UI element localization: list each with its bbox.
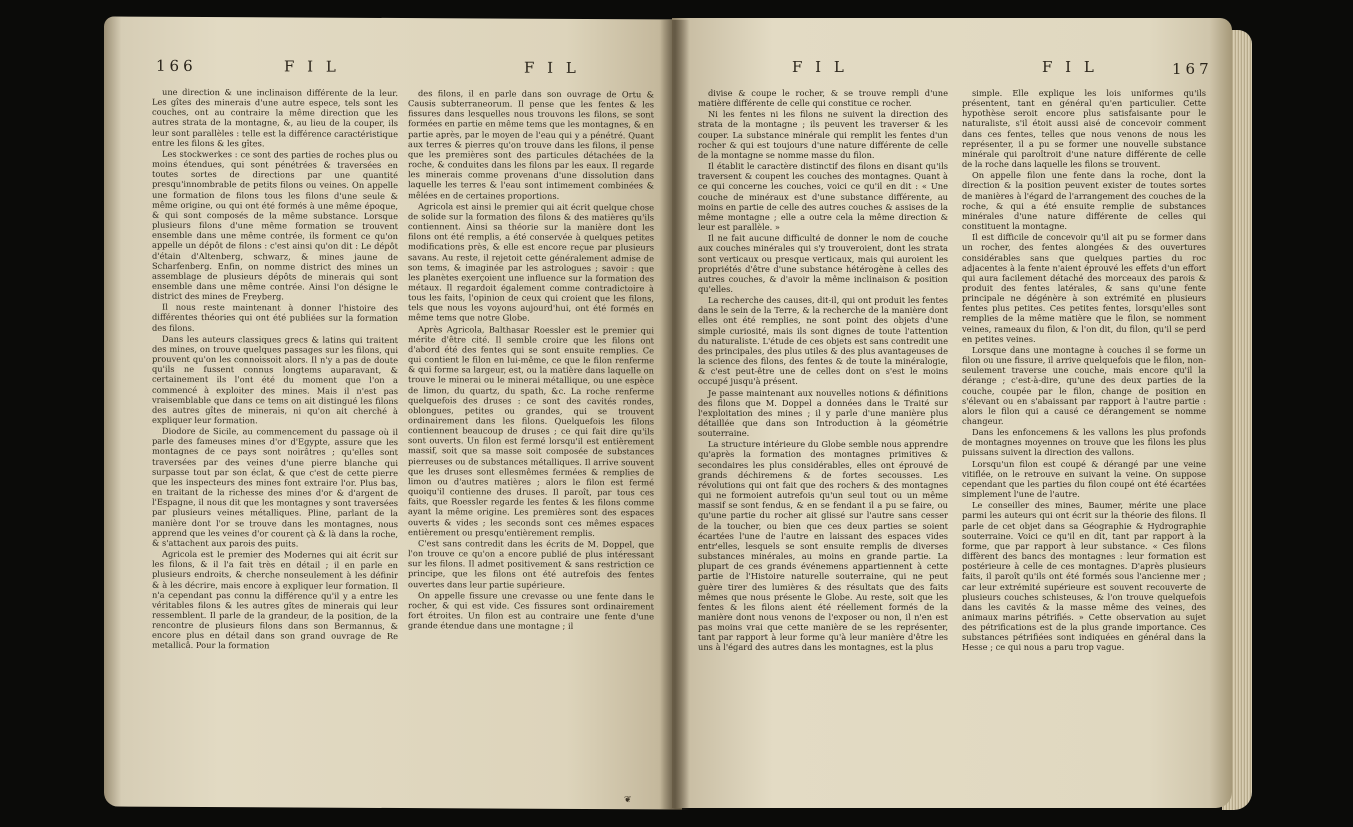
paragraph: Ni les fentes ni les filons ne suivent la direction des strata de la montagne ; ils peuvent les traverser & les couper. La substance minérale qui remplit les fentes d'un rocher & qui est toujours d'une nature différente de celle de la montagne se nomme masse du filon. [698,109,948,160]
running-head-left-1: F I L [284,57,340,76]
paragraph: Il est difficile de concevoir qu'il ait pu se former dans un rocher, des fentes alongées & des ouvertures considérables sans que quelques parties du roc adjacentes à la fente n'aient éprouvé les effets d'un effort qui aura facilement détaché des morceaux des parois & produit des fentes latérales, & sans qu'une fente principale ne dégénère à son extrémité en plusieurs fentes plus petites. Ces petites fentes, lorsqu'elles sont remplies de la même matière que le filon, se nomment veines, rameaux du filon, & l'on dit, du filon, qu'il se perd en petites veines. [962,232,1206,344]
paragraph: Je passe maintenant aux nouvelles notions & définitions des filons que M. Doppel a données dans le Traité sur l'exploitation des mines ; il y parle d'une manière plus détaillée que dans son Introduction à la géométrie souterraine. [698,387,948,439]
book-gutter-shadow [660,20,690,810]
right-column-1 [698,88,948,654]
running-head-right-2: F I L [1042,58,1098,76]
paragraph: Diodore de Sicile, au commencement du passage où il parle des fameuses mines d'or d'Egypte, assure que les montagnes de ce pays sont noirâtres ; qu'elles sont traversées par des veines d'une pierre blanche qui surpasse tout par son éclat, & que c'est de cette pierre que les inspecteurs des mines font extraire l'or. Plus bas, en traitant de la richesse des mines d'or & d'argent de l'Espagne, il nous dit que les montagnes y sont traversées par plusieurs veines métalliques. Pline, parlant de la manière dont l'or se trouve dans les montagnes, nous apprend que les veines d'or courent çà & là dans la roche, & s'attachent aux parois des puits. [152,425,398,549]
paragraph: La recherche des causes, dit-il, qui ont produit les fentes dans le sein de la Terre, & la recherche de la manière dont elles ont été remplies, ne sont point des objets d'une simple curiosité, mais ils sont dignes de toute l'attention du naturaliste. L'étude de ces objets est sans contredit une des principales, des plus utiles & des plus avantageuses de la science des filons, des fentes & de toute la minéralogie, & c'est peut-être une de celles dont on s'est le moins occupé jusqu'à présent. [698,295,948,387]
paragraph: simple. Elle explique les lois uniformes qu'ils présentent, tant en général qu'en particulier. Cette hypothèse seroit encore plus satisfaisante pour le naturaliste, s'il étoit aussi aisé de concevoir comment dans ces fentes, telles que nous venons de nous les représenter, il a pu se former une nouvelle substance minérale qui paroîtroit d'une nature différente de celle de la roche dans laquelle les filons se trouvent. [962,88,1206,170]
paragraph: Il établit le caractère distinctif des filons en disant qu'ils traversent & coupent les couches des montagnes. Quant à ce qui concerne les couches, voici ce qu'il en dit : « Une couche de minéraux est d'une substance différente, au moins en partie de celle des autres couches & assises de la même montagne ; elle a outre cela la même direction & leur est parallèle. » [698,161,948,233]
paragraph: On appelle fissure une crevasse ou une fente dans le rocher, & qui est vide. Ces fissures sont ordinairement fort étroites. Un filon est au contraire une fente d'une grande étendue dans une montagne ; il [408,589,654,632]
running-head-right-1: F I L [792,58,848,76]
paragraph: Il ne fait aucune difficulté de donner le nom de couche aux couches minérales qui s'y trouveroient, dont les strata sont verticaux ou presque verticaux, mais qui auroient les propriétés d'être d'une substance hétérogène à celles des autres couches, & d'avoir la même inclinaison & position qu'elles. [698,233,948,294]
paragraph: La structure intérieure du Globe semble nous apprendre qu'après la formation des montagnes primitives & secondaires les plus considérables, elles ont éprouvé de grands déchiremens & de fortes secousses. Les révolutions qui ont fait que des rochers & des montagnes qui ne formoient autrefois qu'un seul tout ou un même massif se sont fendus, & en se fendant il a pu se faire, ou qu'une partie du rocher ait glissé sur l'autre sans cesser de la toucher, ou bien que ces deux parties se soient écartées l'une de l'autre en laissant des espaces vides entr'elles, lesquels se sont ensuite remplis de diverses substances minérales, au moins en grande partie. La plupart de ces grands événemens appartiennent à cette partie de l'Histoire naturelle souterraine, qui ne peut guère tirer des lumières & des résultats que des faits mêmes que nous présente le Globe. Au reste, soit que les fentes & les filons aient été réellement formés de la manière dont nous venons de l'exposer ou non, il n'en est pas moins vrai que cette manière de se les représenter, tant par rapport à leur forme qu'à leur manière d'être les uns à l'égard des autres dans les montagnes, est la plus [698,439,948,653]
paragraph: Le conseiller des mines, Baumer, mérite une place parmi les auteurs qui ont écrit sur la théorie des filons. Il parle de cet objet dans sa Géographie & Hydrographie souterraine. Voici ce qu'il en dit, tant par rapport à la forme, que par rapport à leur substance. « Ces filons diffèrent des bancs des montagnes : leur formation est postérieure à celle de ces montagnes. D'après plusieurs faits, il paroît qu'ils ont été formés sous l'ancienne mer ; car leur extrémité supérieure est souvent recouverte de plusieurs couches schisteuses, & l'on trouve quelquefois dans les cavités & la masse même des veines, des animaux marins pétrifiés. » Cette observation au sujet des pétrifications est de la plus grande importance. Ces substances pétrifiées sont indiquées en général dans la Hesse ; ce qui nous a paru trop vague. [962,500,1206,653]
paragraph: Après Agricola, Balthasar Roessler est le premier qui mérite d'être cité. Il semble croire que les filons ont d'abord été des fentes qui se sont ensuite remplies. Ce qui contient le filon en lui-même, ce que le filon renferme & qui forme sa largeur, est, ou la matière dans laquelle on trouve le minerai ou le minerai métallique, ou une espèce de limon, du quartz, du spath, &c. La roche renferme quelquefois des druses : ce sont des cavités rondes, oblongues, petites ou grandes, qui se trouvent ordinairement dans les filons. Quelquefois les filons contiennent beaucoup de druses ; ce qui fait dire qu'ils sont ouverts. Un filon est fermé lorsqu'il est entièrement massif, soit que sa masse soit composée de substances pierreuses ou de substances métalliques. Il arrive souvent que les druses sont ellesmêmes fermées & remplies de limon ou d'autres matières ; alors le filon est fermé quoiqu'il contienne des druses. Il paroît, par tous ces faits, que Roessler regarde les fentes & les filons comme ayant la même origine. Les premières sont des espaces ouverts & vides ; les seconds sont ces mêmes espaces entièrement ou presqu'entièrement remplis. [408,323,654,538]
paragraph: On appelle filon une fente dans la roche, dont la direction & la position peuvent exister de toutes sortes de manières à l'égard de l'arrangement des couches de la roche, & qui a été ensuite remplie de substances minérales d'une nature différente de celles qui constituent la montagne. [962,170,1206,232]
right-page [672,18,1232,808]
paragraph: Agricola est ainsi le premier qui ait écrit quelque chose de solide sur la formation des filons & des matières qu'ils contiennent. Ainsi sa théorie sur la manière dont les filons ont été remplis, a été conservée à quelques petites modifications près, & elle est encore reçue par plusieurs savans. Au reste, il rejetoit cette généralement admise de son tems, & imaginée par les astrologues ; savoir : que les planètes exerçoient une influence sur la formation des métaux. Il regardoit également comme contradictoire à tous les faits, l'opinion de ceux qui croient que les filons, tels que nous les voyons aujourd'hui, ont été formés en même tems que notre Globe. [408,200,654,324]
paragraph: Les stockwerkes : ce sont des parties de roches plus ou moins étendues, qui sont pénétrées & traversées en toutes sortes de directions par une quantité presqu'innombrable de petits filons ou veines. On appelle une formation de filons tous les filons d'une seule & même origine, ou qui ont été formés à une même époque, & qui sont composés de la même substance. Lorsque plusieurs filons d'une même formation se trouvent ensemble dans une même contrée, ils forment ce qu'on appelle un dépôt de filons : c'est ainsi qu'on dit : Le dépôt d'étain d'Altenberg, schwarz, & mines jaune de Scharfenberg. Enfin, on nomme district des mines un assemblage de plusieurs dépôts de minerais qui sont ensemble dans une même contrée. Ainsi l'on désigne le district des mines de Freyberg. [152,148,398,302]
paragraph: Agricola est le premier des Modernes qui ait écrit sur les filons, & il l'a fait très en détail ; il en parle en plusieurs endroits, & cherche nonseulement à les définir & à les décrire, mais encore à expliquer leur formation. Il n'a cependant pas connu la différence qu'il y a entre les véritables filons & les autres gîtes de minerais qui leur ressemblent. Il parle de la grandeur, de la position, de la rencontre de plusieurs filons dans son Bermannus, & encore plus en détail dans son grand ouvrage de Re metallicâ. Pour la formation [152,548,398,651]
page-number-right: 167 [1172,60,1213,78]
paragraph: des filons, il en parle dans son ouvrage de Ortu & Causis subterraneorum. Il pense que les fentes & les fissures dans lesquelles nous trouvons les filons, se sont formées en partie en même tems que les montagnes, & en partie après, par le moyen de l'eau qui y a pénétré. Quant aux terres & pierres qu'on trouve dans les filons, il pense que les premières sont des particules détachées de la roche, & conduites dans les filons par les eaux. Il regarde les minerais comme provenans d'une dissolution dans laquelle les terres & l'eau sont intimement combinées & mêlées en de certaines proportions. [408,88,654,201]
paragraph: Dans les enfoncemens & les vallons les plus profonds de montagnes moyennes on trouve que les filons les plus puissans suivent la direction des vallons. [962,427,1206,458]
right-column-2 [962,88,1206,654]
left-column-2 [408,88,654,633]
paragraph: Dans les auteurs classiques grecs & latins qui traitent des mines, on trouve quelques passages sur les filons, qui prouvent qu'on les connoissoit alors. Il n'y a pas de doute qu'ils ne fussent connus longtems auparavant, & certainement ils l'ont été du moment que l'on a commencé à exploiter des mines. Mais il n'est pas vraisemblable que dans ce tems on ait distingué les filons des autres gîtes de minerais, ni qu'on ait cherché à expliquer leur formation. [152,333,398,426]
fleuron-ornament: ❦ [624,795,632,806]
paragraph: Lorsqu'un filon est coupé & dérangé par une veine vitiflée, on le retrouve en suivant la veine. On suppose cependant que les parties du filon coupé ont été écartées simplement l'une de l'autre. [962,458,1206,500]
left-page [104,16,682,809]
page-number-left: 166 [156,56,197,75]
paragraph: Lorsque dans une montagne à couches il se forme un filon ou une fissure, il arrive quelquefois que le filon, non-seulement traverse une couche, mais encore qu'il la dérange ; c'est-à-dire, qu'une des deux parties de la couche, coupée par le filon, change de position en s'élevant ou en s'abaissant par rapport à l'autre partie : alors le filon qui a causé ce dérangement se nomme changeur. [962,344,1206,426]
left-column-1 [152,87,398,653]
paragraph: Il nous reste maintenant à donner l'histoire des différentes théories qui ont été publiées sur la formation des filons. [152,302,398,333]
paragraph: divise & coupe le rocher, & se trouve rempli d'une matière différente de celle qui constitue ce rocher. [698,88,948,109]
running-head-left-2: F I L [524,58,580,77]
paragraph: une direction & une inclinaison différente de la leur. Les gîtes des minerais d'une autre espece, tels sont les couches, ont au contraire la même direction que les autres strata de la montagne, &, au lieu de la couper, ils leur sont parallèles : telle est la différence caractéristique entre les filons & les gîtes. [152,86,398,149]
paragraph: C'est sans contredit dans les écrits de M. Doppel, que l'on trouve ce qu'on a encore publié de plus intéressant sur les filons. Il admet positivement & sans restriction ce principe, que les filons ont été autrefois des fentes ouvertes dans leur partie supérieure. [408,538,654,590]
